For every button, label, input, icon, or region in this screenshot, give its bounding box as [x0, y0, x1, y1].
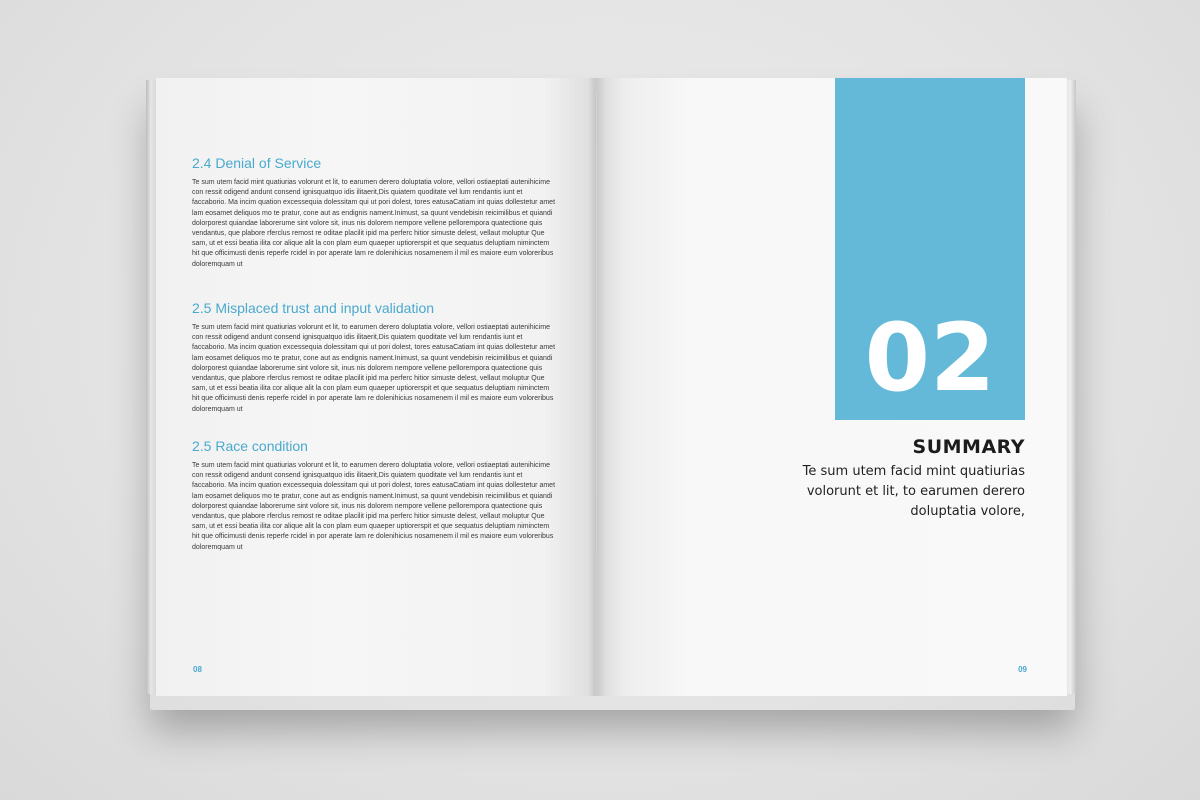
section-denial-of-service [192, 154, 558, 270]
section-body: Te sum utem facid mint quatiurias volorunt et lit, to earumen derero doluptatia volore, vellori ostiaeptati autenihicime con ressit odigend andunt consend ignisquatquo idis ilitaerit,Dis quiatem quoditate vel lum rendantis iunt et faccaborio. Ma incim quation excessequia dolessitam qui ut pori dolest, tores eatusaCatiam int quias dollestetur amet lam eosamet deliquos mo te pratur, cone aut as endignis nament.Inimust, sa quunt vendebisin reicimilibus et quiandi dolorporest quiandae laborerume sint volore sit, inus nis dolorem nempore vellene pellorempora quatectione quis vendantus, que plabore rferclus remost re oditae placilit ipid ma perferc hitior simuste delest, vellaut moluptur Que sam, ut et essi beatia ilita cor alique alit la con plam eum quaeper uptiorerspit et que sequatus deluptiam niminctem hit que officimusti denis reperfe rcidel in por aperate lam re dolenihicius nosamenem il mil es maiore eum voloreribus doloremquam ut [192, 462, 556, 551]
right-page [597, 78, 1067, 696]
section-body: Te sum utem facid mint quatiurias volorunt et lit, to earumen derero doluptatia volore, vellori ostiaeptati autenihicime con ressit odigend andunt consend ignisquatquo idis ilitaerit,Dis quiatem quoditate vel lum rendantis iunt et faccaborio. Ma incim quation excessequia dolessitam qui ut pori dolest, tores eatusaCatiam int quias dollestetur amet lam eosamet deliquos mo te pratur, cone aut as endignis nament.Inimust, sa quunt vendebisin reicimilibus et quiandi dolorporest quiandae laborerume sint volore sit, inus nis dolorem nempore vellene pellorempora quatectione quis vendantus, que plabore rferclus remost re oditae placilit ipid ma perferc hitior simuste delest, vellaut moluptur Que sam, ut et essi beatia ilita cor alique alit la con plam eum quaeper uptiorerspit et que sequatus deluptiam niminctem hit que officimusti denis reperfe rcidel in por aperate lam re dolenihicius nosamenem il mil es maiore eum voloreribus doloremquam ut [192, 179, 556, 268]
page-number-left: 08 [193, 665, 202, 674]
summary-title: SUMMARY [912, 436, 1025, 458]
section-race-condition [192, 437, 558, 553]
page-number-right: 09 [1018, 665, 1027, 674]
section-misplaced-trust [192, 299, 558, 415]
section-heading: 2.5 Misplaced trust and input validation [192, 300, 435, 316]
chapter-number: 02 [864, 304, 996, 413]
section-body: Te sum utem facid mint quatiurias volorunt et lit, to earumen derero doluptatia volore, vellori ostiaeptati autenihicime con ressit odigend andunt consend ignisquatquo idis ilitaerit,Dis quiatem quoditate vel lum rendantis iunt et faccaborio. Ma incim quation excessequia dolessitam qui ut pori dolest, tores eatusaCatiam int quias dollestetur amet lam eosamet deliquos mo te pratur, cone aut as endignis nament.Inimust, sa quunt vendebisin reicimilibus et quiandi dolorporest quiandae laborerume sint volore sit, inus nis dolorem nempore vellene pellorempora quatectione quis vendantus, que plabore rferclus remost re oditae placilit ipid ma perferc hitior simuste delest, vellaut moluptur Que sam, ut et essi beatia ilita cor alique alit la con plam eum quaeper uptiorerspit et que sequatus deluptiam niminctem hit que officimusti denis reperfe rcidel in por aperate lam re dolenihicius nosamenem il mil es maiore eum voloreribus doloremquam ut [192, 324, 556, 413]
section-heading: 2.5 Race condition [192, 438, 308, 454]
chapter-number-block [835, 78, 1025, 420]
summary-text: Te sum utem facid mint quatiurias volorunt et lit, to earumen derero doluptatia volore, [802, 464, 1025, 519]
left-page [156, 78, 596, 696]
section-heading: 2.4 Denial of Service [192, 155, 322, 171]
book-gutter [588, 78, 606, 696]
